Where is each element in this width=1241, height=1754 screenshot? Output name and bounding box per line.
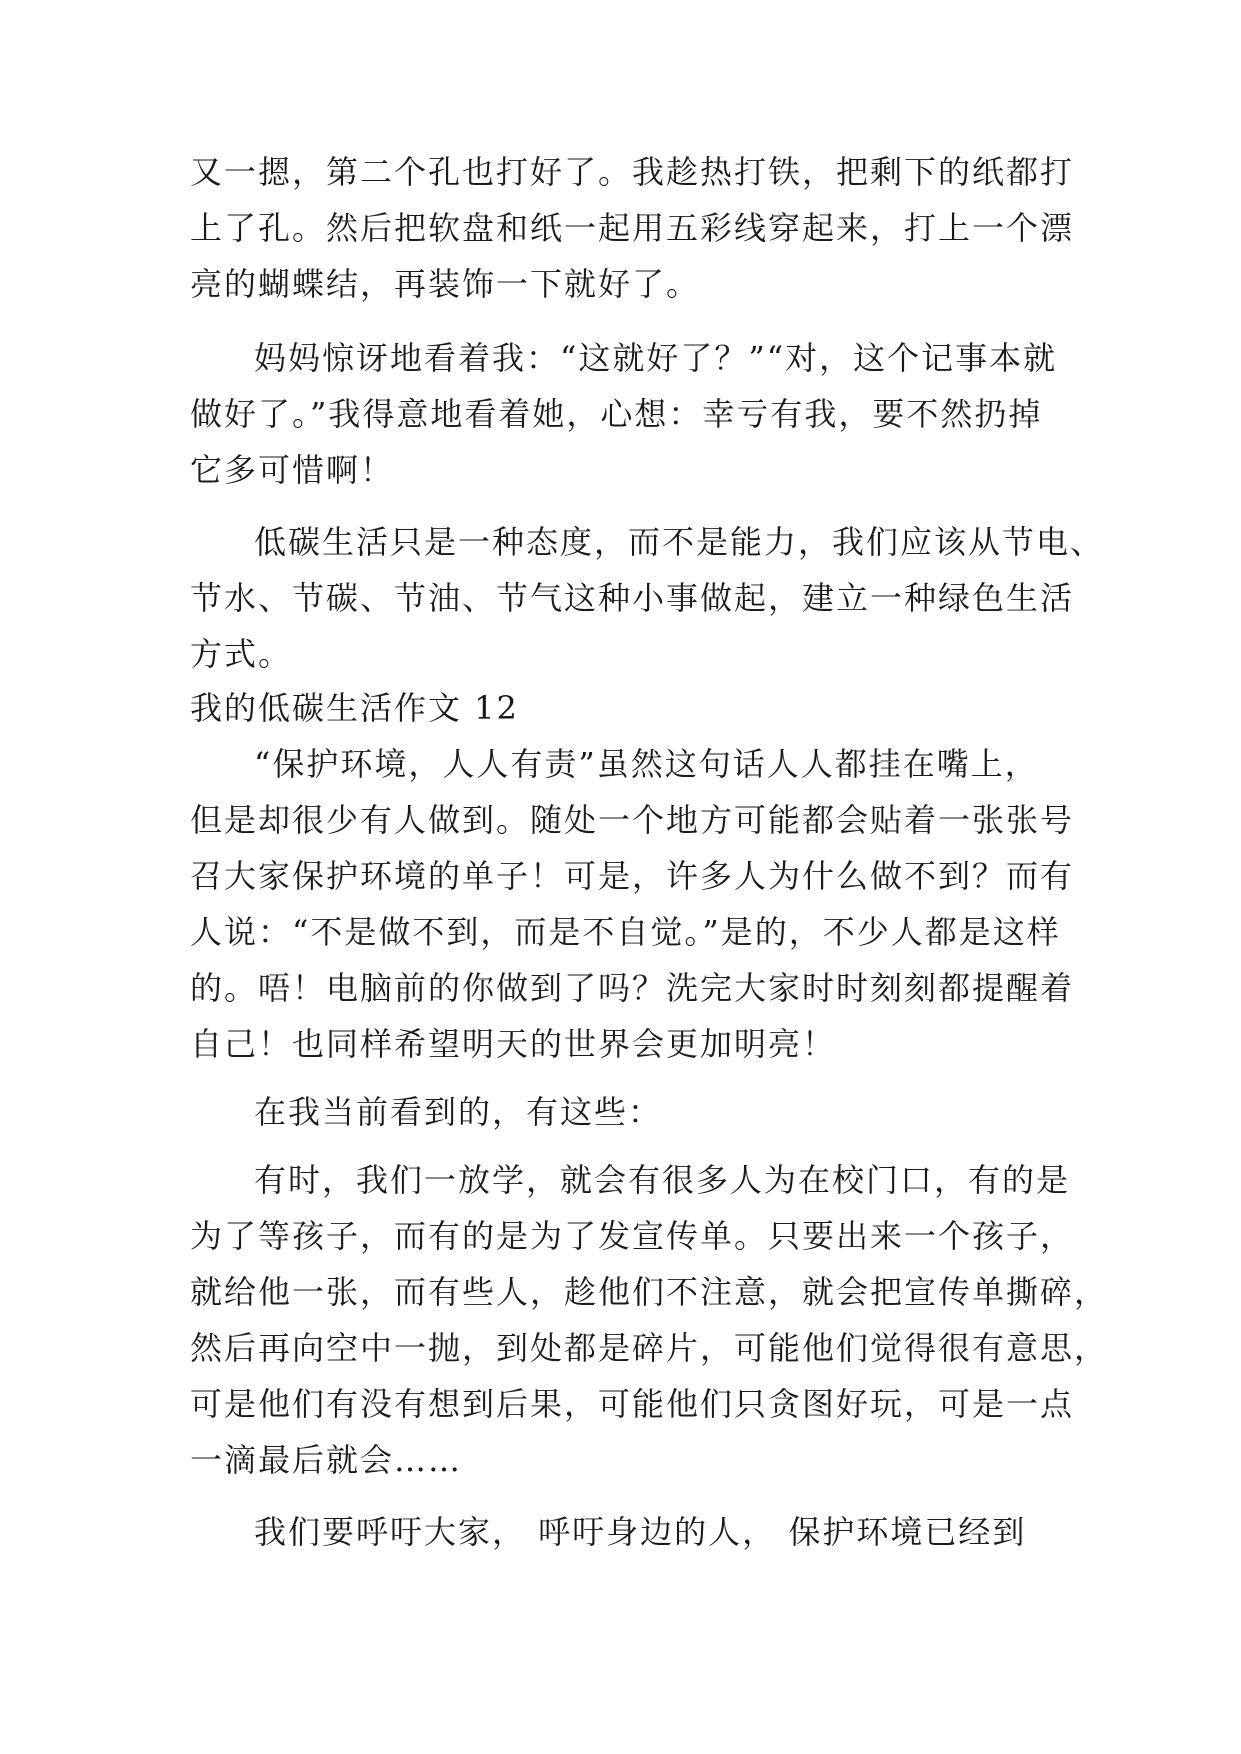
text-line: 就给他一张，而有些人，趁他们不注意，就会把宣传单撕碎，: [190, 1273, 1109, 1311]
text-line: “保护环境，人人有责”虽然这句话人人都挂在嘴上，: [254, 745, 1039, 783]
text-line: 召大家保护环境的单子！可是，许多人为什么做不到？而有: [190, 857, 1075, 895]
text-line: 妈妈惊讶地看着我：“这就好了？”“对，这个记事本就: [254, 339, 1058, 377]
text-line: 做好了。”我得意地看着她，心想：幸亏有我，要不然扔掉: [190, 395, 1043, 433]
text-line: 但是却很少有人做到。随处一个地方可能都会贴着一张张号: [190, 801, 1075, 839]
text-line: 我们要呼吁大家， 呼吁身边的人， 保护环境已经到: [254, 1513, 1027, 1551]
text-line: 的。唔！电脑前的你做到了吗？洗完大家时时刻刻都提醒着: [190, 969, 1075, 1007]
text-line: 亮的蝴蝶结，再装饰一下就好了。: [190, 265, 701, 303]
text-line: 它多可惜啊！: [190, 451, 395, 489]
text-line: 为了等孩子，而有的是为了发宣传单。只要出来一个孩子，: [190, 1217, 1075, 1255]
text-line: 一滴最后就会……: [190, 1441, 463, 1479]
text-line: 有时，我们一放学，就会有很多人为在校门口，有的是: [254, 1161, 1071, 1199]
text-line: 自己！也同样希望明天的世界会更加明亮！: [190, 1025, 837, 1063]
text-line: 人说：“不是做不到，而是不自觉。”是的，不少人都是这样: [190, 913, 1061, 951]
text-line: 低碳生活只是一种态度，而不是能力，我们应该从节电、: [254, 523, 1105, 561]
text-line: 方式。: [190, 635, 293, 673]
text-line: 可是他们有没有想到后果，可能他们只贪图好玩，可是一点: [190, 1385, 1075, 1423]
text-line: 然后再向空中一抛，到处都是碎片，可能他们觉得很有意思，: [190, 1329, 1109, 1367]
section-heading: 我的低碳生活作文 12: [190, 689, 519, 727]
text-line: 又一摁，第二个孔也打好了。我趁热打铁，把剩下的纸都打: [190, 153, 1075, 191]
text-line: 上了孔。然后把软盘和纸一起用五彩线穿起来，打上一个漂: [190, 209, 1075, 247]
text-line: 节水、节碳、节油、节气这种小事做起，建立一种绿色生活: [190, 579, 1075, 617]
text-line: 在我当前看到的，有这些：: [254, 1093, 663, 1131]
